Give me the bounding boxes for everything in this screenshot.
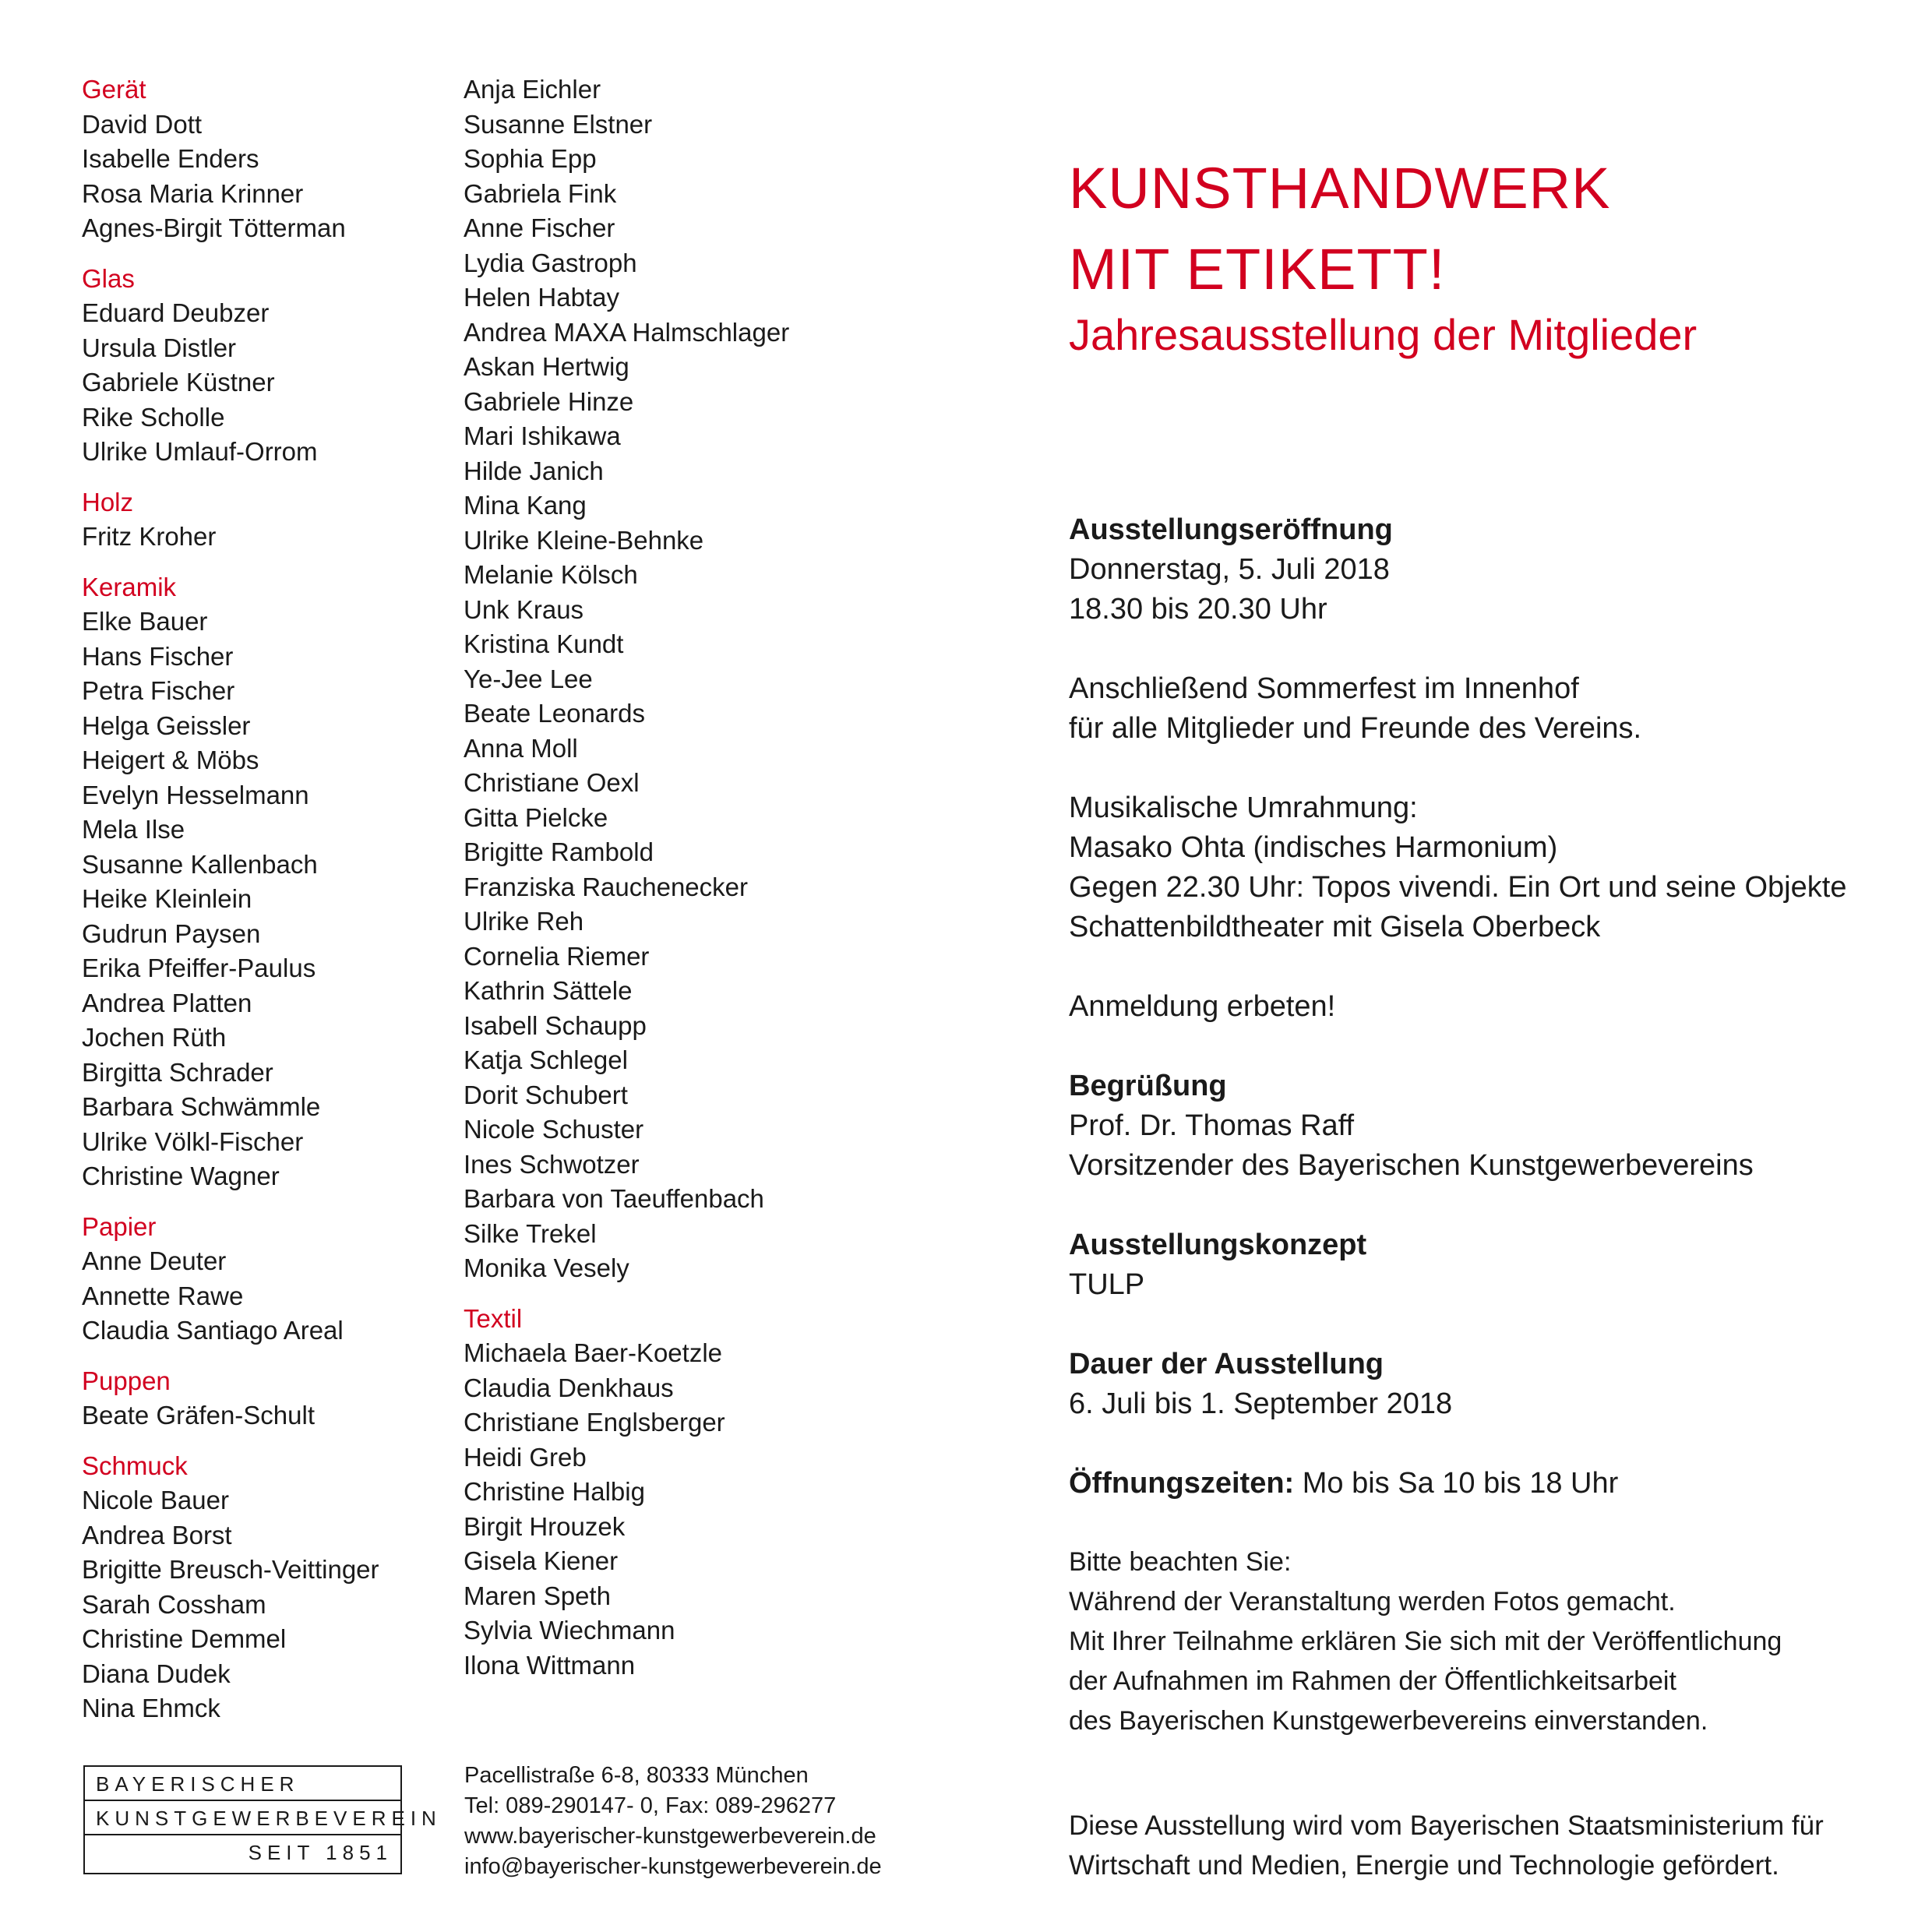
member-name: Gisela Kiener	[464, 1546, 619, 1575]
contact-email[interactable]: info@bayerischer-kunstgewerbeverein.de	[464, 1854, 882, 1879]
exhibition-title	[1069, 148, 1610, 310]
member-name: Susanne Kallenbach	[82, 849, 318, 879]
concept-heading: Ausstellungskonzept	[1069, 1229, 1367, 1261]
logo-line-2: KUNSTGEWERBEVEREIN	[85, 1801, 400, 1835]
member-name: Ursula Distler	[82, 333, 237, 362]
member-name: Askan Hertwig	[464, 352, 629, 381]
duration-value: 6. Juli bis 1. September 2018	[1069, 1387, 1453, 1420]
member-name: Katja Schlegel	[464, 1045, 628, 1074]
member-name: Sarah Cossham	[82, 1589, 266, 1619]
member-name: Petra Fischer	[82, 676, 235, 705]
member-name: Heigert & Möbs	[82, 746, 259, 774]
member-name: Nicole Bauer	[82, 1486, 229, 1514]
notice-line: Bitte beachten Sie:	[1069, 1547, 1292, 1577]
member-name: Christine Halbig	[464, 1477, 645, 1506]
member-name: Ulrike Umlauf-Orrom	[82, 437, 318, 466]
sponsor-line: Wirtschaft und Medien, Energie und Technologie gefördert.	[1069, 1850, 1779, 1881]
member-name: Beate Gräfen-Schult	[82, 1401, 315, 1430]
welcome-heading: Begrüßung	[1069, 1070, 1227, 1102]
member-name: Kristina Kundt	[464, 629, 624, 658]
music-line-3: Gegen 22.30 Uhr: Topos vivendi. Ein Ort und seine Objekte	[1069, 871, 1847, 904]
sponsor-note	[1069, 1806, 1910, 1885]
contact-phone: Tel: 089-290147- 0, Fax: 089-296277	[464, 1793, 837, 1818]
title-line-1: KUNSTHANDWERK	[1069, 156, 1611, 220]
welcome-name: Prof. Dr. Thomas Raff	[1069, 1109, 1355, 1142]
member-name: Ulrike Kleine-Behnke	[464, 525, 704, 555]
concept-block	[1069, 1225, 1895, 1305]
opening-block	[1069, 510, 1895, 629]
opening-time: 18.30 bis 20.30 Uhr	[1069, 593, 1327, 626]
opening-date: Donnerstag, 5. Juli 2018	[1069, 553, 1390, 586]
member-name: Agnes-Birgit Tötterman	[82, 213, 346, 242]
hours-value: Mo bis Sa 10 bis 18 Uhr	[1294, 1467, 1619, 1500]
member-name: Gudrun Paysen	[82, 918, 261, 948]
hours-block	[1069, 1464, 1895, 1504]
notice-line: des Bayerischen Kunstgewerbevereins einverstanden.	[1069, 1706, 1708, 1736]
member-name: Eduard Deubzer	[82, 298, 270, 327]
member-name: Heike Kleinlein	[82, 884, 252, 913]
member-name: Gabriele Hinze	[464, 386, 634, 416]
member-list-middle	[464, 72, 900, 1683]
member-name: Anja Eichler	[464, 75, 601, 104]
welcome-block	[1069, 1066, 1895, 1186]
category-heading: Glas	[82, 263, 135, 293]
notice-line: Während der Veranstaltung werden Fotos gemacht.	[1069, 1587, 1676, 1616]
category-heading: Schmuck	[82, 1451, 188, 1480]
member-name: Gitta Pielcke	[464, 802, 608, 832]
member-name: Anna Moll	[464, 733, 578, 763]
association-logo	[83, 1765, 442, 1874]
summer-party-line-2: für alle Mitglieder und Freunde des Vereins.	[1069, 712, 1642, 745]
music-block	[1069, 788, 1895, 947]
member-name: Fritz Kroher	[82, 522, 217, 551]
music-line-1: Musikalische Umrahmung:	[1069, 791, 1418, 824]
member-name: Andrea Platten	[82, 988, 252, 1017]
member-name: Rike Scholle	[82, 402, 225, 432]
opening-heading: Ausstellungseröffnung	[1069, 513, 1393, 546]
member-name: Christiane Oexl	[464, 768, 640, 797]
member-name: Barbara Schwämmle	[82, 1092, 321, 1121]
member-name: Anne Fischer	[464, 213, 615, 242]
category-heading: Papier	[82, 1211, 157, 1241]
welcome-role: Vorsitzender des Bayerischen Kunstgewerbevereins	[1069, 1149, 1754, 1182]
concept-value: TULP	[1069, 1268, 1145, 1301]
hours-label: Öffnungszeiten:	[1069, 1467, 1295, 1500]
category-heading: Puppen	[82, 1366, 171, 1395]
music-line-2: Masako Ohta (indisches Harmonium)	[1069, 831, 1558, 864]
category-heading: Holz	[82, 487, 134, 516]
member-name: Christiane Englsberger	[464, 1408, 725, 1437]
member-name: Gabriela Fink	[464, 178, 617, 208]
member-name: Birgitta Schrader	[82, 1057, 273, 1087]
notice-line: der Aufnahmen im Rahmen der Öffentlichkeitsarbeit	[1069, 1666, 1676, 1696]
category-heading: Keramik	[82, 572, 177, 601]
member-name: Helen Habtay	[464, 283, 619, 312]
member-name: Claudia Denkhaus	[464, 1373, 674, 1402]
contact-website[interactable]: www.bayerischer-kunstgewerbeverein.de	[464, 1824, 876, 1849]
member-name: Heidi Greb	[464, 1442, 587, 1472]
member-name: Dorit Schubert	[464, 1080, 628, 1109]
duration-heading: Dauer der Ausstellung	[1069, 1348, 1384, 1380]
photo-notice	[1069, 1542, 1895, 1741]
member-name: Ines Schwotzer	[464, 1149, 640, 1179]
member-name: Elke Bauer	[82, 607, 208, 636]
logo-line-1: BAYERISCHER	[85, 1767, 400, 1801]
member-name: Kathrin Sättele	[464, 976, 633, 1005]
member-name: Helga Geissler	[82, 710, 251, 740]
registration-block	[1069, 987, 1895, 1027]
member-name: Michaela Baer-Koetzle	[464, 1338, 722, 1367]
member-name: Anne Deuter	[82, 1246, 227, 1275]
member-name: Ilona Wittmann	[464, 1650, 636, 1680]
member-name: Monika Vesely	[464, 1253, 629, 1282]
member-name: Christine Wagner	[82, 1162, 280, 1190]
member-name: Isabell Schaupp	[464, 1010, 647, 1040]
member-name: Mina Kang	[464, 491, 587, 520]
sponsor-line: Diese Ausstellung wird vom Bayerischen Staatsministerium für	[1069, 1810, 1824, 1841]
member-name: Andrea MAXA Halmschlager	[464, 317, 790, 347]
notice-line: Mit Ihrer Teilnahme erklären Sie sich mit der Veröffentlichung	[1069, 1627, 1782, 1656]
member-name: Andrea Borst	[82, 1520, 232, 1549]
member-name: Annette Rawe	[82, 1281, 244, 1310]
member-name: David Dott	[82, 109, 203, 139]
title-line-2: MIT ETIKETT!	[1069, 237, 1446, 301]
member-name: Sophia Epp	[464, 144, 597, 173]
hours-line	[1069, 1464, 1895, 1504]
exhibition-subtitle: Jahresausstellung der Mitglieder	[1069, 310, 1698, 359]
contact-info	[464, 1761, 882, 1882]
member-name: Unk Kraus	[464, 594, 584, 624]
member-name: Silke Trekel	[464, 1218, 597, 1248]
contact-address: Pacellistraße 6-8, 80333 München	[464, 1763, 809, 1788]
member-name: Evelyn Hesselmann	[82, 780, 309, 809]
member-name: Gabriele Küstner	[82, 368, 275, 397]
member-name: Nicole Schuster	[464, 1115, 644, 1144]
registration-note: Anmeldung erbeten!	[1069, 990, 1336, 1023]
member-name: Jochen Rüth	[82, 1023, 227, 1052]
member-name: Ulrike Völkl-Fischer	[82, 1126, 304, 1156]
member-name: Rosa Maria Krinner	[82, 178, 304, 208]
event-info	[1069, 510, 1895, 1543]
member-name: Beate Leonards	[464, 699, 646, 728]
member-name: Ulrike Reh	[464, 907, 584, 936]
member-name: Birgit Hrouzek	[464, 1511, 626, 1541]
member-name: Erika Pfeiffer-Paulus	[82, 954, 316, 982]
member-name: Nina Ehmck	[82, 1694, 220, 1722]
member-name: Melanie Kölsch	[464, 560, 638, 589]
member-name: Cornelia Riemer	[464, 941, 650, 971]
member-name: Barbara von Taeuffenbach	[464, 1184, 764, 1213]
member-name: Mari Ishikawa	[464, 421, 621, 450]
member-name: Ye-Jee Lee	[464, 664, 593, 693]
summer-party-line-1: Anschließend Sommerfest im Innenhof	[1069, 672, 1579, 705]
member-name: Hilde Janich	[464, 456, 604, 485]
member-name: Diana Dudek	[82, 1659, 231, 1688]
music-line-4: Schattenbildtheater mit Gisela Oberbeck	[1069, 911, 1601, 943]
member-name: Brigitte Rambold	[464, 837, 654, 866]
member-name: Isabelle Enders	[82, 144, 259, 173]
summer-party-block	[1069, 669, 1895, 749]
member-name: Sylvia Wiechmann	[464, 1616, 675, 1645]
category-heading: Gerät	[82, 75, 146, 104]
logo-line-3: SEIT 1851	[248, 1841, 393, 1864]
member-name: Christine Demmel	[82, 1624, 287, 1653]
member-name: Hans Fischer	[82, 641, 234, 671]
member-name: Brigitte Breusch-Veittinger	[82, 1555, 379, 1584]
member-list-left	[82, 72, 432, 1726]
duration-block	[1069, 1345, 1895, 1424]
member-name: Claudia Santiago Areal	[82, 1316, 344, 1345]
member-name: Maren Speth	[464, 1581, 611, 1610]
member-name: Franziska Rauchenecker	[464, 872, 748, 901]
member-name: Susanne Elstner	[464, 109, 653, 139]
member-name: Mela Ilse	[82, 815, 185, 844]
member-name: Lydia Gastroph	[464, 248, 637, 277]
category-heading: Textil	[464, 1303, 523, 1333]
